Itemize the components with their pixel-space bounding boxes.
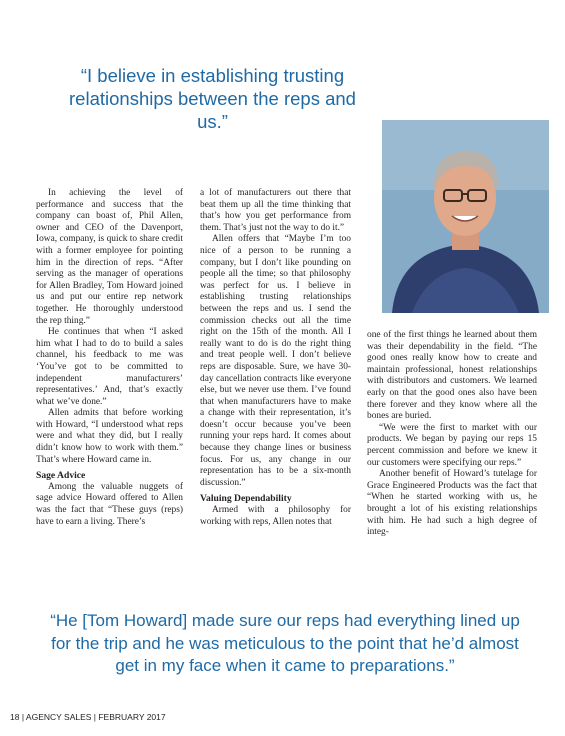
paragraph: In achieving the level of performance and success that the company can boast of, Phil Allen, owner and CEO of the Davenport, Iowa, company, is quick to share credit with a former employee for pointing him in the direction of reps. “After serving as the manager of operations for Allen Bradley, Tom Howard joined us and put our entire rep network together. He thoroughly understood the rep thing.”: [36, 188, 183, 326]
paragraph: Armed with a philosophy for working with reps, Allen notes that: [200, 505, 351, 527]
paragraph: Allen admits that before working with Howard, “I understood what reps were and what they did, but I really didn’t know how to work with them.” That’s where Howard came in.: [36, 408, 183, 465]
article-column-3: [367, 330, 537, 539]
paragraph: Allen offers that “Maybe I’m too nice of a person to be running a company, but I don’t like pounding on people all the time; so that philosophy was perfect for us. I believe in establishing trusting relationships between the reps and us. I send the commission checks out all the time right on the 15th of the month. All I really want to do is do the right thing and treat people well. I don’t believe reps are disposable. Sure, we have 30-day cancellation contracts like everyone else, but we never use them. I’ve found that when manufacturers have to make a change with their representation, it’s doesn’t occur because you’ve been running your reps hard. It comes about because they change lines or business focus. For us, any change in our representation has to be a six-month discussion.”: [200, 234, 351, 488]
article-column-1: [36, 188, 183, 528]
section-heading: Valuing Dependability: [200, 493, 292, 505]
paragraph: Another benefit of Howard’s tutelage for Grace Engineered Products was the fact that “When he started working with us, he brought a lot of his existing relationships with him. He had such a high degree of integ-: [367, 469, 537, 538]
section-heading: Sage Advice: [36, 470, 86, 482]
paragraph: Among the valuable nuggets of sage advice Howard offered to Allen was the fact that “These guys (reps) have to earn a living. There’s: [36, 481, 183, 527]
paragraph: “We were the first to market with our products. We began by paying our reps 15 percent commission and before we knew it our customers were specifying our reps.”: [367, 422, 537, 468]
pull-quote-top: “I believe in establishing trusting relationships between the reps and us.”: [69, 65, 356, 132]
portrait-photo: [382, 120, 549, 313]
article-column-2: [200, 188, 351, 528]
paragraph: a lot of manufacturers out there that beat them up all the time thinking that that’s how you get performance from them. That’s just not the way to do it.”: [200, 188, 351, 233]
pull-quote-bottom: “He [Tom Howard] made sure our reps had everything lined up for the trip and he was meticulous to the point that he’d almost get in my face when it came to preparations.”: [50, 611, 520, 675]
paragraph: one of the first things he learned about them was their dependability in the field. “The good ones really know how to create and maintain professional, honest relationships with distributors and customers. We learned early on that the good ones also have been there forever and they know where all the bones are buried.: [367, 330, 537, 422]
page-footer: 18 | AGENCY SALES | FEBRUARY 2017: [10, 712, 166, 722]
paragraph: He continues that when “I asked him what I had to do to build a sales channel, his feedback to me was ‘You’ve got to be committed to independent manufacturers’ representatives.’ And, that’s exactly what we’ve done.”: [36, 327, 183, 407]
